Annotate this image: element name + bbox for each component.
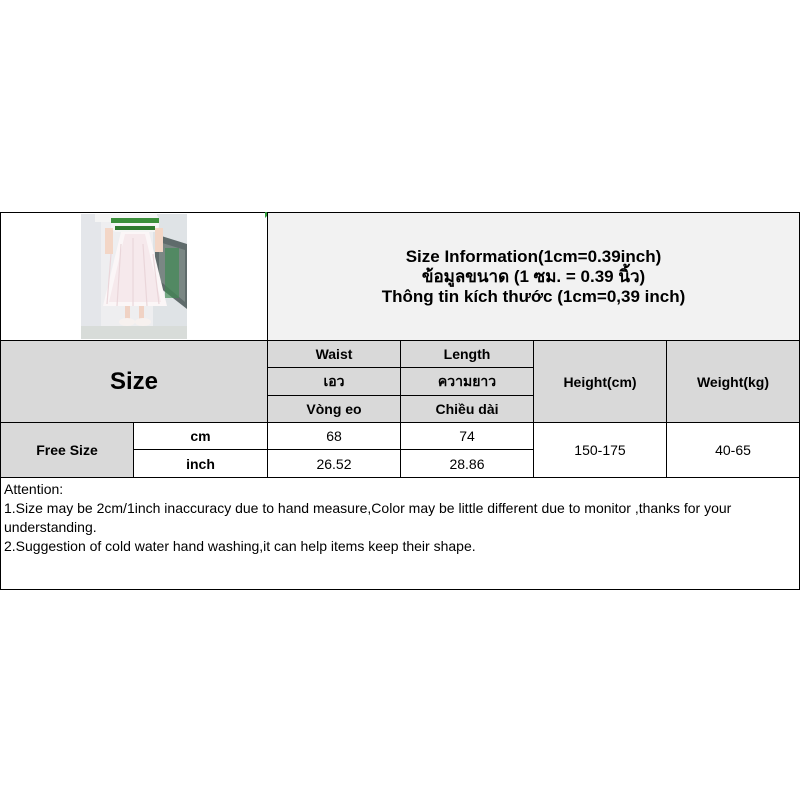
length-header-en: Length	[400, 340, 534, 368]
unit-inch: inch	[133, 449, 268, 478]
title-cell	[267, 212, 800, 341]
size-chart	[0, 212, 800, 590]
product-photo-cell	[0, 212, 268, 341]
attention-heading: Attention:	[4, 481, 64, 497]
waist-cm-value: 68	[267, 422, 401, 450]
unit-cm: cm	[133, 422, 268, 450]
attention-note-2: 2.Suggestion of cold water hand washing,it can help items keep their shape.	[4, 538, 476, 554]
title-vietnamese: Thông tin kích thước (1cm=0,39 inch)	[381, 286, 686, 306]
weight-value: 40-65	[666, 422, 800, 478]
size-header: Size	[0, 340, 268, 423]
product-photo	[81, 214, 187, 339]
free-size-label: Free Size	[0, 422, 134, 478]
height-value: 150-175	[533, 422, 667, 478]
attention-notes	[0, 477, 800, 590]
length-cm-value: 74	[400, 422, 534, 450]
height-header: Height(cm)	[533, 340, 667, 423]
title-english: Size Information(1cm=0.39inch)	[405, 246, 662, 266]
length-header-vi: Chiều dài	[400, 395, 534, 423]
waist-header-en: Waist	[267, 340, 401, 368]
waist-inch-value: 26.52	[267, 449, 401, 478]
skirt-model-image	[81, 214, 187, 339]
waist-header-th: เอว	[267, 367, 401, 396]
weight-header: Weight(kg)	[666, 340, 800, 423]
attention-note-1: 1.Size may be 2cm/1inch inaccuracy due to hand measure,Color may be little different due to monitor ,thanks for your understanding.	[4, 500, 732, 535]
length-inch-value: 28.86	[400, 449, 534, 478]
title-thai: ข้อมูลขนาด (1 ซม. = 0.39 นิ้ว)	[421, 266, 646, 286]
waist-header-vi: Vòng eo	[267, 395, 401, 423]
length-header-th: ความยาว	[400, 367, 534, 396]
